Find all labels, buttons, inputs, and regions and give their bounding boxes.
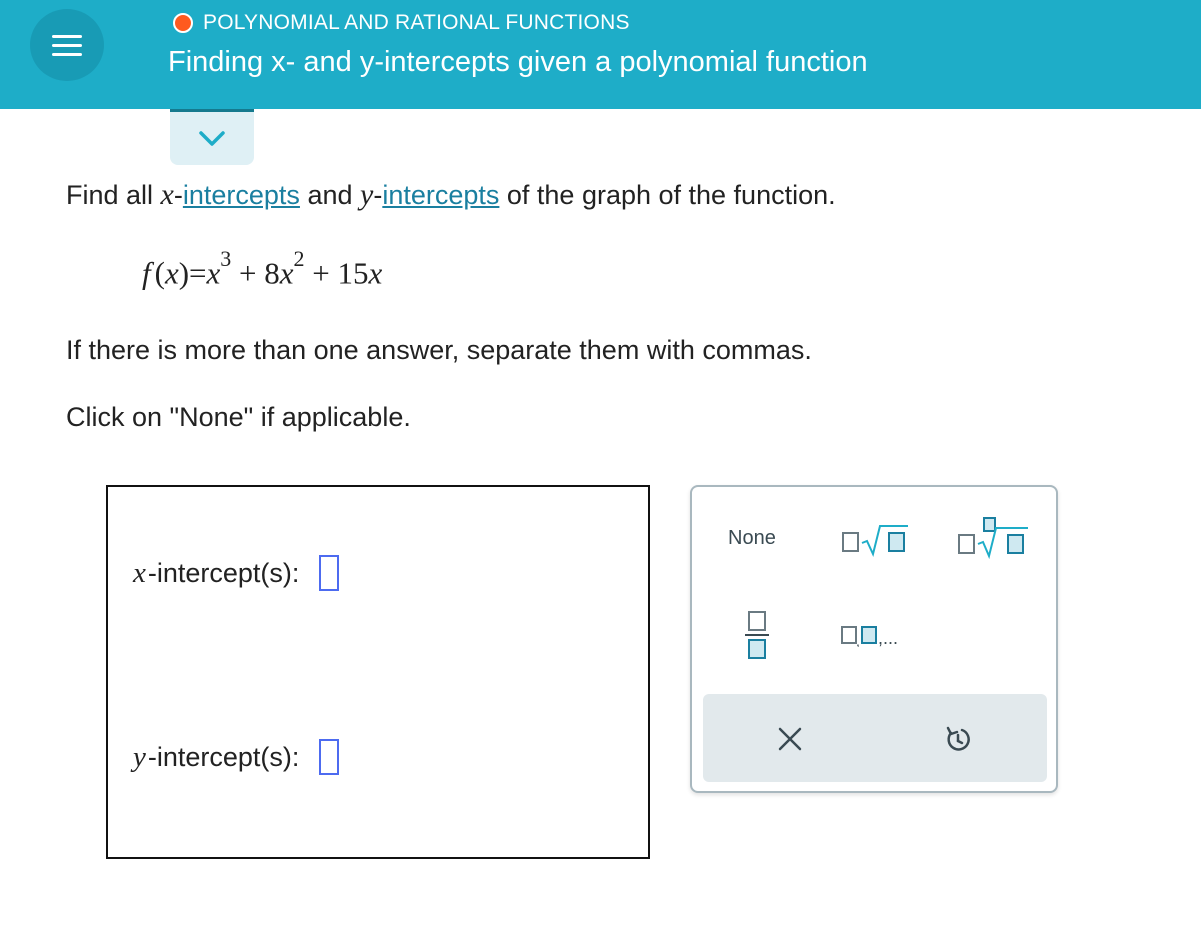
page-title: Finding x- and y-intercepts given a polynomial function [168, 46, 868, 78]
formula-part: + 15 [304, 255, 369, 291]
problem-statement [66, 178, 836, 212]
answer-box [106, 485, 650, 859]
topic-row [173, 11, 630, 35]
close-icon [777, 726, 803, 752]
topic-label: POLYNOMIAL AND RATIONAL FUNCTIONS [203, 11, 630, 34]
x-variable: x [133, 556, 146, 589]
math-keypad [690, 485, 1058, 793]
formula-part: x [206, 255, 221, 291]
fraction-button[interactable] [744, 609, 770, 661]
function-formula [142, 246, 383, 291]
intercepts-link[interactable]: intercepts [182, 180, 300, 210]
header-bar [0, 0, 1201, 109]
formula-exponent: 2 [293, 246, 305, 271]
undo-icon [943, 724, 973, 754]
x-intercept-label [133, 557, 299, 590]
problem-text: - [173, 180, 183, 210]
y-intercept-row [133, 739, 339, 775]
label-text: -intercept(s): [147, 557, 300, 588]
formula-part: ) [178, 255, 190, 291]
keypad-actions [703, 694, 1047, 782]
formula-part: x [368, 255, 383, 291]
formula-part: x [164, 255, 179, 291]
comma-list-button[interactable] [840, 625, 898, 647]
undo-button[interactable] [943, 724, 973, 754]
square-root-button[interactable] [840, 523, 914, 557]
formula-part: f [142, 255, 151, 291]
progress-dot-icon [173, 13, 193, 33]
problem-text: of the graph of the function. [499, 180, 836, 210]
collapse-header-button[interactable] [170, 109, 254, 165]
intercepts-link[interactable]: intercepts [382, 180, 500, 210]
formula-part: = [189, 255, 207, 291]
y-intercept-input[interactable] [319, 739, 339, 775]
fraction-icon [744, 609, 770, 661]
problem-text: Find all [66, 180, 161, 210]
formula-exponent: 3 [220, 246, 232, 271]
chevron-down-icon [198, 130, 226, 148]
problem-text: and [299, 180, 360, 210]
menu-button[interactable] [30, 9, 104, 81]
formula-part: ( [154, 255, 165, 291]
y-variable: y [133, 740, 146, 773]
formula-part: + 8 [231, 255, 280, 291]
label-text: -intercept(s): [147, 741, 300, 772]
clear-button[interactable] [777, 726, 803, 752]
x-intercept-input[interactable] [319, 555, 339, 591]
menu-icon-line [52, 53, 82, 56]
svg-text:,: , [856, 633, 860, 647]
none-button[interactable]: None [728, 527, 776, 549]
y-intercept-label [133, 741, 299, 774]
comma-list-icon [840, 625, 880, 647]
x-variable: x [160, 178, 174, 211]
y-variable: y [360, 178, 374, 211]
problem-text: - [373, 180, 383, 210]
nth-root-icon [956, 515, 1032, 559]
instruction-multiple: If there is more than one answer, separate them with commas. [66, 335, 812, 365]
menu-icon-line [52, 35, 82, 38]
menu-icon-line [52, 44, 82, 47]
formula-part: x [279, 255, 294, 291]
square-root-icon [840, 523, 914, 557]
list-dots: ,... [878, 628, 899, 648]
x-intercept-row [133, 555, 339, 591]
instruction-none: Click on "None" if applicable. [66, 402, 411, 432]
nth-root-button[interactable] [956, 515, 1032, 559]
